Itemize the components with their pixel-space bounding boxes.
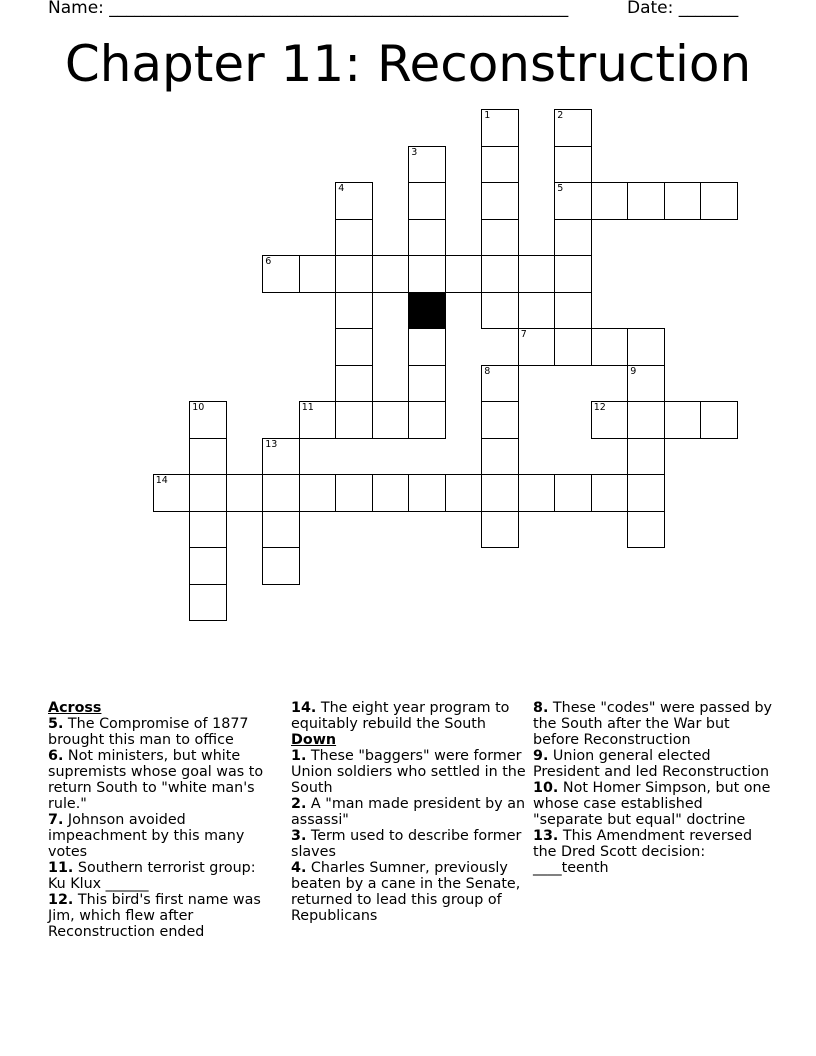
grid-cell[interactable] xyxy=(372,401,410,439)
grid-cell[interactable] xyxy=(262,474,300,512)
grid-cell[interactable] xyxy=(189,547,227,585)
grid-cell[interactable] xyxy=(554,182,592,220)
clue-number: 3 xyxy=(411,146,418,158)
grid-cell[interactable] xyxy=(372,474,410,512)
grid-cell[interactable] xyxy=(408,474,446,512)
clue-number: 1 xyxy=(484,110,491,122)
grid-cell[interactable] xyxy=(591,474,629,512)
clues-column-1 xyxy=(48,700,273,940)
clue-number: 10 xyxy=(192,402,205,414)
clue-across-7: 7. Johnson avoided impeachment by this many votes xyxy=(48,812,245,860)
clue-number: 11 xyxy=(301,402,314,414)
name-field-label: Name: ______________________________________________________ xyxy=(48,0,569,18)
grid-cell[interactable] xyxy=(518,328,556,366)
page-title: Chapter 11: Reconstruction xyxy=(64,35,752,93)
grid-cell[interactable] xyxy=(591,328,629,366)
clue-down-1: 1. These "baggers" were former Union soldiers who settled in the South xyxy=(291,748,526,796)
clue-number: 7 xyxy=(520,329,527,341)
grid-cell[interactable] xyxy=(153,474,191,512)
grid-cell[interactable] xyxy=(408,182,446,220)
grid-cell[interactable] xyxy=(700,401,738,439)
clue-number: 5 xyxy=(557,183,564,195)
grid-cell[interactable] xyxy=(554,474,592,512)
grid-cell[interactable] xyxy=(408,146,446,184)
down-heading: Down xyxy=(291,732,337,748)
grid-cell[interactable] xyxy=(518,255,556,293)
clue-number: 14 xyxy=(155,475,168,487)
grid-cell[interactable] xyxy=(408,219,446,257)
grid-cell[interactable] xyxy=(664,401,702,439)
grid-cell[interactable] xyxy=(518,474,556,512)
grid-cell[interactable] xyxy=(189,401,227,439)
grid-cell[interactable] xyxy=(481,109,519,147)
grid-cell[interactable] xyxy=(554,219,592,257)
grid-cell[interactable] xyxy=(335,255,373,293)
grid-cell[interactable] xyxy=(481,401,519,439)
grid-cell[interactable] xyxy=(335,365,373,403)
grid-cell[interactable] xyxy=(481,438,519,476)
grid-cell[interactable] xyxy=(335,219,373,257)
grid-cell[interactable] xyxy=(554,146,592,184)
grid-cell[interactable] xyxy=(591,401,629,439)
grid-cell[interactable] xyxy=(189,584,227,622)
grid-cell[interactable] xyxy=(554,328,592,366)
grid-cell[interactable] xyxy=(591,182,629,220)
grid-cell[interactable] xyxy=(481,146,519,184)
grid-cell[interactable] xyxy=(262,511,300,549)
clue-down-4: 4. Charles Sumner, previously beaten by a cane in the Senate, returned to lead this group of Republicans xyxy=(291,860,521,924)
clue-across-14: 14. The eight year program to equitably rebuild the South xyxy=(291,700,510,732)
clue-down-10: 10. Not Homer Simpson, but one whose case established "separate but equal" doctrine xyxy=(533,780,771,828)
grid-cell[interactable] xyxy=(335,328,373,366)
date-field-label: Date: _______ xyxy=(627,0,739,18)
grid-cell[interactable] xyxy=(481,365,519,403)
grid-cell[interactable] xyxy=(408,365,446,403)
grid-cell[interactable] xyxy=(335,401,373,439)
grid-cell[interactable] xyxy=(481,182,519,220)
grid-cell[interactable] xyxy=(299,474,337,512)
clue-number: 9 xyxy=(630,365,637,377)
grid-cell[interactable] xyxy=(627,401,665,439)
grid-cell[interactable] xyxy=(299,401,337,439)
grid-cell[interactable] xyxy=(335,292,373,330)
grid-cell[interactable] xyxy=(627,511,665,549)
clue-number: 2 xyxy=(557,110,564,122)
grid-cell[interactable] xyxy=(408,255,446,293)
grid-cell[interactable] xyxy=(189,511,227,549)
grid-cell[interactable] xyxy=(262,438,300,476)
clue-down-13: 13. This Amendment reversed the Dred Scott decision: ____teenth xyxy=(533,828,753,876)
grid-cell[interactable] xyxy=(189,438,227,476)
clue-across-11: 11. Southern terrorist group: Ku Klux ______ xyxy=(48,860,256,892)
grid-cell[interactable] xyxy=(481,511,519,549)
grid-cell[interactable] xyxy=(408,401,446,439)
clue-number: 13 xyxy=(265,438,278,450)
clue-down-2: 2. A "man made president by an assassi" xyxy=(291,796,526,828)
grid-cell[interactable] xyxy=(554,255,592,293)
grid-cell[interactable] xyxy=(335,474,373,512)
grid-cell[interactable] xyxy=(554,292,592,330)
clue-down-8: 8. These "codes" were passed by the South after the War but before Reconstruction xyxy=(533,700,773,748)
clue-number: 4 xyxy=(338,183,345,195)
grid-cell[interactable] xyxy=(554,109,592,147)
grid-cell[interactable] xyxy=(481,292,519,330)
clue-number: 6 xyxy=(265,256,272,268)
clue-down-9: 9. Union general elected President and led Reconstruction xyxy=(533,748,770,780)
grid-cell[interactable] xyxy=(627,365,665,403)
grid-cell[interactable] xyxy=(481,474,519,512)
grid-cell[interactable] xyxy=(627,438,665,476)
grid-block-cell xyxy=(408,292,446,330)
grid-cell[interactable] xyxy=(627,182,665,220)
across-heading: Across xyxy=(48,700,102,716)
clue-across-12: 12. This bird's first name was Jim, which flew after Reconstruction ended xyxy=(48,892,261,940)
grid-cell[interactable] xyxy=(299,255,337,293)
grid-cell[interactable] xyxy=(627,474,665,512)
grid-cell[interactable] xyxy=(262,255,300,293)
grid-cell[interactable] xyxy=(627,328,665,366)
grid-cell[interactable] xyxy=(700,182,738,220)
grid-cell[interactable] xyxy=(189,474,227,512)
grid-cell[interactable] xyxy=(262,547,300,585)
clue-number: 12 xyxy=(593,402,606,414)
grid-cell[interactable] xyxy=(372,255,410,293)
grid-cell[interactable] xyxy=(445,255,483,293)
clue-across-5: 5. The Compromise of 1877 brought this man to office xyxy=(48,716,249,748)
clue-down-3: 3. Term used to describe former slaves xyxy=(291,828,522,860)
grid-cell[interactable] xyxy=(408,328,446,366)
clue-number: 8 xyxy=(484,365,491,377)
grid-cell[interactable] xyxy=(226,474,264,512)
grid-cell[interactable] xyxy=(664,182,702,220)
clue-across-6: 6. Not ministers, but white supremists whose goal was to return South to "white man's rule." xyxy=(48,748,264,812)
clues-column-2 xyxy=(291,700,526,924)
grid-cell[interactable] xyxy=(481,219,519,257)
grid-cell[interactable] xyxy=(335,182,373,220)
grid-cell[interactable] xyxy=(481,255,519,293)
grid-cell[interactable] xyxy=(445,474,483,512)
clues-column-3 xyxy=(533,700,773,876)
